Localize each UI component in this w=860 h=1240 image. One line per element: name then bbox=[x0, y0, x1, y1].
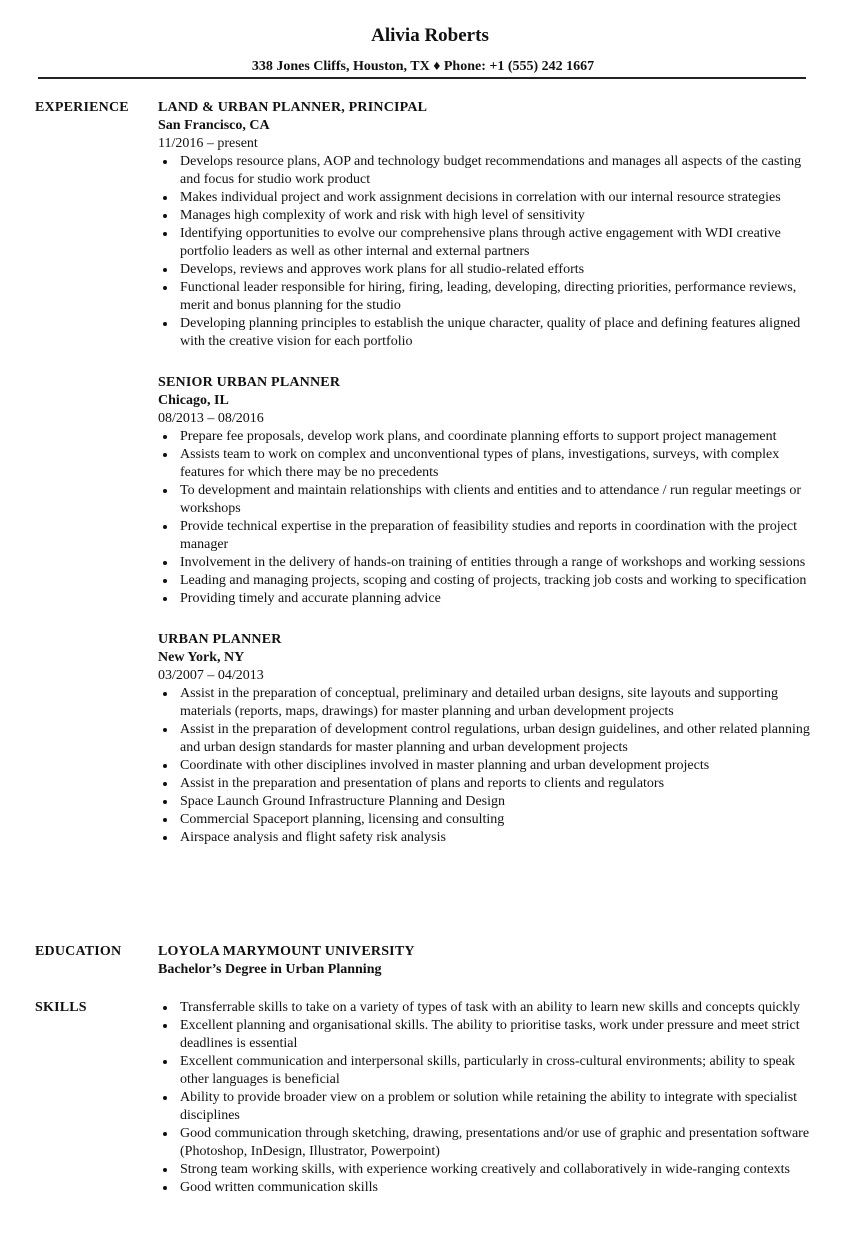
skill-item bbox=[158, 1179, 818, 1197]
bullet-dot-icon bbox=[163, 232, 167, 236]
bullet-dot-icon bbox=[163, 1168, 167, 1172]
skills-body bbox=[158, 999, 818, 1197]
bullet-text: Prepare fee proposals, develop work plans, and coordinate planning efforts to support project management bbox=[180, 429, 777, 444]
skill-text: Transferrable skills to take on a variety of types of task with an ability to learn new skills and concepts quickly bbox=[180, 1000, 801, 1015]
skill-text: Good communication through sketching, drawing, presentations and/or use of graphic and presentation software (Photoshop, InDesign, Illustrator, Powerpoint) bbox=[180, 1126, 810, 1159]
bullet-dot-icon bbox=[163, 268, 167, 272]
bullet-text: Develops resource plans, AOP and technology budget recommendations and manages all aspects of the casting and focus for studio work product bbox=[180, 154, 802, 187]
bullet-dot-icon bbox=[163, 453, 167, 457]
bullet-dot-icon bbox=[163, 1186, 167, 1190]
bullet-item bbox=[158, 721, 818, 757]
bullet-text: Leading and managing projects, scoping and costing of projects, tracking job costs and working to specification bbox=[180, 573, 807, 588]
section-label-skills: SKILLS bbox=[35, 1000, 87, 1015]
bullet-item bbox=[158, 757, 818, 775]
education-school: LOYOLA MARYMOUNT UNIVERSITY bbox=[158, 944, 415, 959]
bullet-dot-icon bbox=[163, 800, 167, 804]
bullet-dot-icon bbox=[163, 579, 167, 583]
bullet-text: Developing planning principles to establish the unique character, quality of place and defining features aligned with the creative vision for each portfolio bbox=[180, 316, 801, 349]
contact-line: 338 Jones Cliffs, Houston, TX ♦ Phone: +1 (555) 242 1667 bbox=[251, 59, 595, 74]
bullet-dot-icon bbox=[163, 692, 167, 696]
bullet-dot-icon bbox=[163, 818, 167, 822]
job-entry bbox=[158, 631, 818, 847]
bullet-dot-icon bbox=[163, 1096, 167, 1100]
bullet-item bbox=[158, 153, 818, 189]
skill-text: Excellent communication and interpersonal skills, particularly in cross-cultural environments; ability to speak other languages is beneficial bbox=[180, 1054, 796, 1087]
skill-text: Strong team working skills, with experience working creatively and collaboratively in wide-ranging contexts bbox=[180, 1162, 790, 1177]
section-label-experience: EXPERIENCE bbox=[35, 100, 129, 115]
bullet-item bbox=[158, 428, 818, 446]
bullet-item bbox=[158, 279, 818, 315]
bullet-dot-icon bbox=[163, 836, 167, 840]
job-bullets bbox=[158, 685, 818, 847]
bullet-dot-icon bbox=[163, 764, 167, 768]
job-dates: 08/2013 – 08/2016 bbox=[158, 411, 264, 426]
bullet-text: Involvement in the delivery of hands-on training of entities through a range of workshops and working sessions bbox=[180, 555, 806, 570]
bullet-item bbox=[158, 446, 818, 482]
skills-list bbox=[158, 999, 818, 1197]
bullet-item bbox=[158, 554, 818, 572]
bullet-dot-icon bbox=[163, 1024, 167, 1028]
bullet-item bbox=[158, 315, 818, 351]
bullet-dot-icon bbox=[163, 322, 167, 326]
bullet-text: Develops, reviews and approves work plans for all studio-related efforts bbox=[180, 262, 585, 277]
job-location: San Francisco, CA bbox=[158, 118, 270, 133]
job-title: LAND & URBAN PLANNER, PRINCIPAL bbox=[158, 100, 428, 115]
section-label-education: EDUCATION bbox=[35, 944, 122, 959]
education-body bbox=[158, 943, 818, 979]
bullet-item bbox=[158, 685, 818, 721]
bullet-text: Functional leader responsible for hiring, firing, leading, developing, directing priorities, performance reviews, merit and bonus planning for the studio bbox=[180, 280, 797, 313]
bullet-item bbox=[158, 482, 818, 518]
job-location: Chicago, IL bbox=[158, 393, 229, 408]
skill-item bbox=[158, 1161, 818, 1179]
job-entry bbox=[158, 99, 818, 351]
bullet-item bbox=[158, 590, 818, 608]
bullet-dot-icon bbox=[163, 1132, 167, 1136]
skill-item bbox=[158, 1125, 818, 1161]
experience-body bbox=[158, 99, 818, 870]
bullet-dot-icon bbox=[163, 489, 167, 493]
bullet-dot-icon bbox=[163, 160, 167, 164]
bullet-text: Assists team to work on complex and unconventional types of plans, investigations, surveys, with complex features for which there may be no precedents bbox=[180, 447, 780, 480]
bullet-dot-icon bbox=[163, 561, 167, 565]
bullet-dot-icon bbox=[163, 1060, 167, 1064]
job-bullets bbox=[158, 153, 818, 351]
bullet-item bbox=[158, 518, 818, 554]
bullet-text: Airspace analysis and flight safety risk analysis bbox=[180, 830, 446, 845]
bullet-dot-icon bbox=[163, 214, 167, 218]
header-divider bbox=[38, 77, 806, 79]
bullet-dot-icon bbox=[163, 196, 167, 200]
bullet-item bbox=[158, 775, 818, 793]
skill-item bbox=[158, 1053, 818, 1089]
job-location: New York, NY bbox=[158, 650, 245, 665]
skill-text: Ability to provide broader view on a problem or solution while retaining the ability to integrate with specialist disciplines bbox=[180, 1090, 798, 1123]
job-dates: 11/2016 – present bbox=[158, 136, 258, 151]
bullet-item bbox=[158, 189, 818, 207]
job-bullets bbox=[158, 428, 818, 608]
skill-text: Good written communication skills bbox=[180, 1180, 378, 1195]
bullet-dot-icon bbox=[163, 728, 167, 732]
candidate-name: Alivia Roberts bbox=[371, 25, 489, 46]
bullet-text: Provide technical expertise in the preparation of feasibility studies and reports in coordination with the project manager bbox=[180, 519, 797, 552]
bullet-dot-icon bbox=[163, 525, 167, 529]
bullet-text: Assist in the preparation and presentation of plans and reports to clients and regulators bbox=[180, 776, 665, 791]
bullet-text: Identifying opportunities to evolve our comprehensive plans through active engagement with WDI creative portfolio leaders as well as other internal and external partners bbox=[180, 226, 781, 259]
job-entry bbox=[158, 374, 818, 608]
bullet-dot-icon bbox=[163, 435, 167, 439]
bullet-dot-icon bbox=[163, 782, 167, 786]
bullet-item bbox=[158, 811, 818, 829]
bullet-dot-icon bbox=[163, 597, 167, 601]
job-dates: 03/2007 – 04/2013 bbox=[158, 668, 264, 683]
job-title: URBAN PLANNER bbox=[158, 632, 282, 647]
bullet-text: To development and maintain relationships with clients and entities and to attendance / run regular meetings or workshops bbox=[180, 483, 802, 516]
bullet-item bbox=[158, 793, 818, 811]
bullet-dot-icon bbox=[163, 286, 167, 290]
bullet-text: Makes individual project and work assignment decisions in correlation with our internal resource strategies bbox=[180, 190, 781, 205]
bullet-item bbox=[158, 225, 818, 261]
bullet-item bbox=[158, 261, 818, 279]
bullet-item bbox=[158, 829, 818, 847]
skill-item bbox=[158, 999, 818, 1017]
bullet-text: Assist in the preparation of conceptual, preliminary and detailed urban designs, site layouts and supporting materials (reports, maps, drawings) for master planning and urban development projects bbox=[180, 686, 778, 719]
bullet-text: Providing timely and accurate planning advice bbox=[180, 591, 441, 606]
bullet-text: Assist in the preparation of development control regulations, urban design guidelines, and other related planning and urban design standards for master planning and urban development projects bbox=[180, 722, 810, 755]
bullet-text: Coordinate with other disciplines involved in master planning and urban development projects bbox=[180, 758, 710, 773]
bullet-text: Space Launch Ground Infrastructure Planning and Design bbox=[180, 794, 506, 809]
job-title: SENIOR URBAN PLANNER bbox=[158, 375, 341, 390]
skill-text: Excellent planning and organisational skills. The ability to prioritise tasks, work under pressure and meet strict deadlines is essential bbox=[180, 1018, 800, 1051]
bullet-item bbox=[158, 207, 818, 225]
bullet-dot-icon bbox=[163, 1006, 167, 1010]
education-degree: Bachelor’s Degree in Urban Planning bbox=[158, 962, 382, 977]
skill-item bbox=[158, 1089, 818, 1125]
bullet-text: Manages high complexity of work and risk with high level of sensitivity bbox=[180, 208, 585, 223]
bullet-item bbox=[158, 572, 818, 590]
skill-item bbox=[158, 1017, 818, 1053]
bullet-text: Commercial Spaceport planning, licensing and consulting bbox=[180, 812, 505, 827]
